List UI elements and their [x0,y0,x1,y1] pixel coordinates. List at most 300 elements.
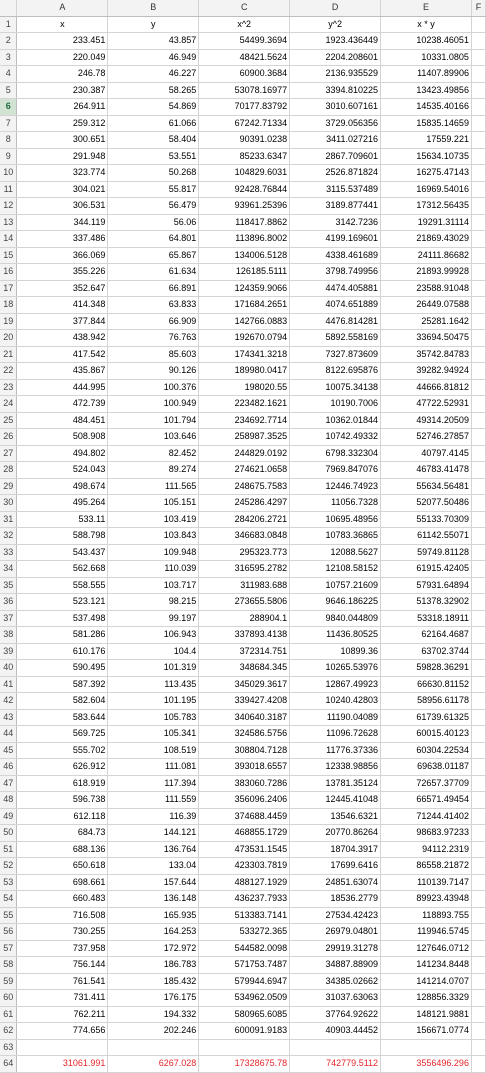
cell-e[interactable]: 51378.32902 [381,594,472,611]
cell-b[interactable]: 136.148 [108,891,199,908]
cell-f[interactable] [471,594,485,611]
cell-c[interactable]: 423303.7819 [199,858,290,875]
empty-cell[interactable] [471,1039,485,1056]
empty-cell[interactable] [290,1039,381,1056]
cell-e[interactable]: 23588.91048 [381,280,472,297]
row-header[interactable]: 10 [0,165,17,182]
cell-e[interactable]: 11407.89906 [381,66,472,83]
cell-c[interactable]: 171684.2651 [199,297,290,314]
cell-a[interactable]: 323.774 [17,165,108,182]
cell-b[interactable]: 63.833 [108,297,199,314]
cell-c[interactable]: 189980.0417 [199,363,290,380]
cell-f[interactable] [471,792,485,809]
cell-a[interactable]: 533.11 [17,511,108,528]
cell-c[interactable]: 316595.2782 [199,561,290,578]
cell-d[interactable]: 10265.53976 [290,660,381,677]
cell-a[interactable]: 306.531 [17,198,108,215]
cell-a[interactable]: 730.255 [17,924,108,941]
cell-e[interactable]: 39282.94924 [381,363,472,380]
cell-e[interactable]: 156671.0774 [381,1023,472,1040]
cell-c[interactable]: 473531.1545 [199,841,290,858]
cell-e[interactable]: 89923.43948 [381,891,472,908]
cell-f[interactable] [471,693,485,710]
cell-e[interactable]: 10238.46051 [381,33,472,50]
cell-d[interactable]: 3142.7236 [290,214,381,231]
cell-e[interactable]: 17312.56435 [381,198,472,215]
cell-e[interactable]: 25281.1642 [381,313,472,330]
cell-f[interactable] [471,396,485,413]
cell-b[interactable]: 98.215 [108,594,199,611]
cell-e[interactable]: 141214.0707 [381,973,472,990]
cell-e[interactable]: 35742.84783 [381,346,472,363]
cell-f[interactable] [471,214,485,231]
cell-e[interactable]: 16275.47143 [381,165,472,182]
cell-d[interactable]: 9840.044809 [290,610,381,627]
cell-f[interactable] [471,957,485,974]
column-header-c[interactable]: C [199,0,290,16]
cell-c[interactable]: 393018.6557 [199,759,290,776]
cell-f[interactable] [471,742,485,759]
cell-d[interactable]: 7327.873609 [290,346,381,363]
cell-b[interactable]: 164.253 [108,924,199,941]
cell-e[interactable]: 127646.0712 [381,940,472,957]
row-header[interactable]: 29 [0,478,17,495]
row-header[interactable]: 24 [0,396,17,413]
cell-a[interactable]: 716.508 [17,907,108,924]
cell-f[interactable] [471,660,485,677]
cell-d[interactable]: 13781.35124 [290,775,381,792]
cell-d[interactable]: 27534.42423 [290,907,381,924]
row-header[interactable]: 50 [0,825,17,842]
row-header[interactable]: 63 [0,1039,17,1056]
cell-a[interactable]: 508.908 [17,429,108,446]
cell-c[interactable]: 372314.751 [199,643,290,660]
cell-a[interactable]: 337.486 [17,231,108,248]
cell-f[interactable] [471,49,485,66]
cell-b[interactable]: 104.4 [108,643,199,660]
cell-b[interactable]: 56.06 [108,214,199,231]
select-all-corner[interactable] [0,0,17,16]
cell-d[interactable]: 3010.607161 [290,99,381,116]
cell-c[interactable]: 124359.9066 [199,280,290,297]
cell-b[interactable]: 194.332 [108,1006,199,1023]
cell-a[interactable]: 444.995 [17,379,108,396]
row-header[interactable]: 52 [0,858,17,875]
cell-f[interactable] [471,577,485,594]
row-header[interactable]: 55 [0,907,17,924]
cell-f[interactable] [471,709,485,726]
cell-a[interactable]: 618.919 [17,775,108,792]
cell-b[interactable]: 117.394 [108,775,199,792]
cell-f[interactable] [471,1023,485,1040]
cell-e[interactable]: 40797.4145 [381,445,472,462]
cell-a[interactable]: 230.387 [17,82,108,99]
cell-b-header[interactable]: y [108,16,199,33]
cell-e[interactable]: 49314.20509 [381,412,472,429]
cell-c[interactable]: 468855.1729 [199,825,290,842]
cell-f[interactable] [471,610,485,627]
cell-f[interactable] [471,330,485,347]
cell-d[interactable]: 2526.871824 [290,165,381,182]
cell-d[interactable]: 31037.63063 [290,990,381,1007]
cell-e[interactable]: 60015.40123 [381,726,472,743]
row-header[interactable]: 30 [0,495,17,512]
row-header[interactable]: 51 [0,841,17,858]
row-header[interactable]: 5 [0,82,17,99]
cell-e[interactable]: 118893.755 [381,907,472,924]
cell-e[interactable]: 44666.81812 [381,379,472,396]
row-header[interactable]: 47 [0,775,17,792]
cell-b[interactable]: 65.867 [108,247,199,264]
cell-e[interactable]: 61915.42405 [381,561,472,578]
row-header[interactable]: 3 [0,49,17,66]
cell-f[interactable] [471,115,485,132]
cell-f[interactable] [471,429,485,446]
cell-e[interactable]: 59749.81128 [381,544,472,561]
cell-a[interactable]: 626.912 [17,759,108,776]
cell-b[interactable]: 105.341 [108,726,199,743]
cell-a[interactable]: 220.049 [17,49,108,66]
cell-e[interactable]: 148121.9881 [381,1006,472,1023]
cell-b[interactable]: 56.479 [108,198,199,215]
cell-f[interactable] [471,462,485,479]
cell-a[interactable]: 233.451 [17,33,108,50]
cell-c[interactable]: 436237.7933 [199,891,290,908]
cell-b[interactable]: 172.972 [108,940,199,957]
cell-c[interactable]: 113896.8002 [199,231,290,248]
row-header[interactable]: 19 [0,313,17,330]
cell-c[interactable]: 104829.6031 [199,165,290,182]
cell-d[interactable]: 20770.86264 [290,825,381,842]
cell-d[interactable]: 10757.21609 [290,577,381,594]
cell-a[interactable]: 583.644 [17,709,108,726]
cell-d[interactable]: 4199.169601 [290,231,381,248]
cell-c[interactable]: 234692.7714 [199,412,290,429]
cell-f[interactable] [471,165,485,182]
row-header[interactable]: 34 [0,561,17,578]
cell-e[interactable]: 46783.41478 [381,462,472,479]
cell-f[interactable] [471,891,485,908]
cell-d[interactable]: 34887.88909 [290,957,381,974]
cell-b[interactable]: 53.551 [108,148,199,165]
row-header[interactable]: 37 [0,610,17,627]
cell-f[interactable] [471,544,485,561]
row-header[interactable]: 13 [0,214,17,231]
cell-e[interactable]: 66630.81152 [381,676,472,693]
cell-b[interactable]: 46.949 [108,49,199,66]
cell-b[interactable]: 165.935 [108,907,199,924]
row-header[interactable]: 43 [0,709,17,726]
cell-f[interactable] [471,313,485,330]
cell-b[interactable]: 103.843 [108,528,199,545]
row-header[interactable]: 6 [0,99,17,116]
cell-b[interactable]: 76.763 [108,330,199,347]
cell-f[interactable] [471,148,485,165]
row-header[interactable]: 18 [0,297,17,314]
row-header[interactable]: 22 [0,363,17,380]
row-header[interactable]: 53 [0,874,17,891]
cell-f[interactable] [471,924,485,941]
cell-b[interactable]: 43.857 [108,33,199,50]
row-header[interactable]: 7 [0,115,17,132]
cell-b[interactable]: 54.869 [108,99,199,116]
cell-a[interactable]: 588.798 [17,528,108,545]
cell-f[interactable] [471,247,485,264]
cell-e[interactable]: 55133.70309 [381,511,472,528]
column-header-d[interactable]: D [290,0,381,16]
cell-f[interactable] [471,643,485,660]
cell-f[interactable] [471,808,485,825]
cell-b[interactable]: 46.227 [108,66,199,83]
row-header[interactable]: 60 [0,990,17,1007]
row-header[interactable]: 21 [0,346,17,363]
cell-c[interactable]: 534962.0509 [199,990,290,1007]
cell-d[interactable]: 10190.7006 [290,396,381,413]
cell-b[interactable]: 89.274 [108,462,199,479]
cell-c[interactable]: 356096.2406 [199,792,290,809]
cell-c[interactable]: 273655.5806 [199,594,290,611]
cell-c[interactable]: 258987.3525 [199,429,290,446]
cell-f[interactable] [471,346,485,363]
row-header[interactable]: 64 [0,1056,17,1073]
cell-f[interactable] [471,82,485,99]
cell-d[interactable]: 8122.695876 [290,363,381,380]
row-header[interactable]: 25 [0,412,17,429]
cell-c[interactable]: 580965.6085 [199,1006,290,1023]
cell-a[interactable]: 555.702 [17,742,108,759]
cell-d[interactable]: 10899.36 [290,643,381,660]
row-header[interactable]: 42 [0,693,17,710]
cell-b[interactable]: 100.376 [108,379,199,396]
cell-d[interactable]: 5892.558169 [290,330,381,347]
cell-e[interactable]: 72657.37709 [381,775,472,792]
cell-e[interactable]: 141234.8448 [381,957,472,974]
cell-c[interactable]: 488127.1929 [199,874,290,891]
cell-b[interactable]: 64.801 [108,231,199,248]
cell-b[interactable]: 103.419 [108,511,199,528]
cell-f[interactable] [471,907,485,924]
cell-a[interactable]: 414.348 [17,297,108,314]
cell-d[interactable]: 12088.5627 [290,544,381,561]
cell-b[interactable]: 101.195 [108,693,199,710]
cell-d[interactable]: 11436.80525 [290,627,381,644]
cell-b[interactable]: 103.646 [108,429,199,446]
row-header[interactable]: 49 [0,808,17,825]
cell-d[interactable]: 3189.877441 [290,198,381,215]
cell-d[interactable]: 10783.36865 [290,528,381,545]
total-d[interactable]: 742779.5112 [290,1056,381,1073]
cell-b[interactable]: 111.565 [108,478,199,495]
row-header[interactable]: 15 [0,247,17,264]
row-header[interactable]: 48 [0,792,17,809]
cell-f[interactable] [471,264,485,281]
cell-a[interactable]: 498.674 [17,478,108,495]
cell-d[interactable]: 26979.04801 [290,924,381,941]
cell-b[interactable]: 136.764 [108,841,199,858]
cell-d[interactable]: 29919.31278 [290,940,381,957]
row-header[interactable]: 9 [0,148,17,165]
cell-a[interactable]: 366.069 [17,247,108,264]
cell-d[interactable]: 34385.02662 [290,973,381,990]
cell-d[interactable]: 2867.709601 [290,148,381,165]
cell-b[interactable]: 82.452 [108,445,199,462]
cell-e[interactable]: 19291.31114 [381,214,472,231]
cell-f[interactable] [471,627,485,644]
cell-a[interactable]: 291.948 [17,148,108,165]
cell-f[interactable] [471,231,485,248]
cell-b[interactable]: 106.943 [108,627,199,644]
cell-f[interactable] [471,181,485,198]
cell-a[interactable]: 731.411 [17,990,108,1007]
cell-c[interactable]: 223482.1621 [199,396,290,413]
cell-b[interactable]: 185.432 [108,973,199,990]
cell-d[interactable]: 17699.6416 [290,858,381,875]
cell-c[interactable]: 374688.4459 [199,808,290,825]
row-header[interactable]: 46 [0,759,17,776]
cell-f[interactable] [471,841,485,858]
cell-a[interactable]: 417.542 [17,346,108,363]
cell-b[interactable]: 66.909 [108,313,199,330]
cell-c[interactable]: 340640.3187 [199,709,290,726]
cell-c[interactable]: 288904.1 [199,610,290,627]
row-header[interactable]: 1 [0,16,17,33]
row-header[interactable]: 35 [0,577,17,594]
cell-a[interactable]: 259.312 [17,115,108,132]
cell-a[interactable]: 523.121 [17,594,108,611]
cell-c[interactable]: 245286.4297 [199,495,290,512]
cell-a[interactable]: 472.739 [17,396,108,413]
cell-a[interactable]: 684.73 [17,825,108,842]
cell-d[interactable]: 10075.34138 [290,379,381,396]
cell-c[interactable]: 67242.71334 [199,115,290,132]
cell-c[interactable]: 308804.7128 [199,742,290,759]
column-header-e[interactable]: E [381,0,472,16]
cell-e[interactable]: 58956.61178 [381,693,472,710]
row-header[interactable]: 44 [0,726,17,743]
cell-b[interactable]: 157.644 [108,874,199,891]
cell-e[interactable]: 21893.99928 [381,264,472,281]
row-header[interactable]: 33 [0,544,17,561]
row-header[interactable]: 54 [0,891,17,908]
cell-d[interactable]: 11776.37336 [290,742,381,759]
row-header[interactable]: 14 [0,231,17,248]
cell-c[interactable]: 118417.8862 [199,214,290,231]
cell-e[interactable]: 26449.07588 [381,297,472,314]
cell-d[interactable]: 12445.41048 [290,792,381,809]
cell-f[interactable] [471,280,485,297]
empty-cell[interactable] [381,1039,472,1056]
row-header[interactable]: 61 [0,1006,17,1023]
cell-c[interactable]: 70177.83792 [199,99,290,116]
cell-b[interactable]: 176.175 [108,990,199,1007]
cell-e[interactable]: 62164.4687 [381,627,472,644]
cell-d[interactable]: 12867.49923 [290,676,381,693]
cell-a[interactable]: 300.651 [17,132,108,149]
cell-d[interactable]: 3411.027216 [290,132,381,149]
cell-f[interactable] [471,132,485,149]
cell-c[interactable]: 513383.7141 [199,907,290,924]
row-header[interactable]: 58 [0,957,17,974]
cell-f[interactable] [471,825,485,842]
cell-c[interactable]: 174341.3218 [199,346,290,363]
cell-c[interactable]: 85233.6347 [199,148,290,165]
cell-a[interactable]: 612.118 [17,808,108,825]
cell-d[interactable]: 1923.436449 [290,33,381,50]
cell-b[interactable]: 111.081 [108,759,199,776]
cell-d[interactable]: 10240.42803 [290,693,381,710]
cell-a[interactable]: 774.656 [17,1023,108,1040]
cell-f[interactable] [471,874,485,891]
cell-d[interactable]: 6798.332304 [290,445,381,462]
cell-e[interactable]: 57931.64894 [381,577,472,594]
cell-e-header[interactable]: x * y [381,16,472,33]
cell-a[interactable]: 494.802 [17,445,108,462]
cell-b[interactable]: 101.319 [108,660,199,677]
cell-e[interactable]: 94112.2319 [381,841,472,858]
cell-d[interactable]: 18704.3917 [290,841,381,858]
cell-a[interactable]: 537.498 [17,610,108,627]
cell-a[interactable]: 495.264 [17,495,108,512]
cell-d[interactable]: 40903.44452 [290,1023,381,1040]
cell-d[interactable]: 4476.814281 [290,313,381,330]
row-header[interactable]: 56 [0,924,17,941]
cell-c[interactable]: 284206.2721 [199,511,290,528]
cell-b[interactable]: 58.265 [108,82,199,99]
cell-c[interactable]: 383060.7286 [199,775,290,792]
cell-a[interactable]: 344.119 [17,214,108,231]
cell-e[interactable]: 24111.86682 [381,247,472,264]
cell-b[interactable]: 110.039 [108,561,199,578]
cell-f[interactable] [471,412,485,429]
cell-e[interactable]: 98683.97233 [381,825,472,842]
cell-b[interactable]: 113.435 [108,676,199,693]
cell-f[interactable] [471,858,485,875]
cell-c[interactable]: 274621.0658 [199,462,290,479]
cell-c[interactable]: 54499.3694 [199,33,290,50]
total-a[interactable]: 31061.991 [17,1056,108,1073]
row-header[interactable]: 8 [0,132,17,149]
cell-f[interactable] [471,676,485,693]
total-e[interactable]: 3556496.296 [381,1056,472,1073]
cell-b[interactable]: 103.717 [108,577,199,594]
cell-c[interactable]: 311983.688 [199,577,290,594]
cell-b[interactable]: 61.066 [108,115,199,132]
cell-c[interactable]: 600091.9183 [199,1023,290,1040]
cell-a[interactable]: 377.844 [17,313,108,330]
cell-e[interactable]: 33694.50475 [381,330,472,347]
row-header[interactable]: 23 [0,379,17,396]
cell-e[interactable]: 15634.10735 [381,148,472,165]
cell-d[interactable]: 10362.01844 [290,412,381,429]
cell-d[interactable]: 37764.92622 [290,1006,381,1023]
row-header[interactable]: 11 [0,181,17,198]
cell-e[interactable]: 55634.56481 [381,478,472,495]
cell-e[interactable]: 53318.18911 [381,610,472,627]
cell-f[interactable] [471,940,485,957]
cell-f[interactable] [471,297,485,314]
cell-c[interactable]: 92428.76844 [199,181,290,198]
cell-e[interactable]: 21869.43029 [381,231,472,248]
cell-c[interactable]: 348684.345 [199,660,290,677]
cell-d[interactable]: 4338.461689 [290,247,381,264]
row-header[interactable]: 28 [0,462,17,479]
cell-d[interactable]: 13546.6321 [290,808,381,825]
cell-d[interactable]: 10695.48956 [290,511,381,528]
cell-c[interactable]: 337893.4138 [199,627,290,644]
empty-cell[interactable] [17,1039,108,1056]
cell-b[interactable]: 90.126 [108,363,199,380]
column-header-b[interactable]: B [108,0,199,16]
